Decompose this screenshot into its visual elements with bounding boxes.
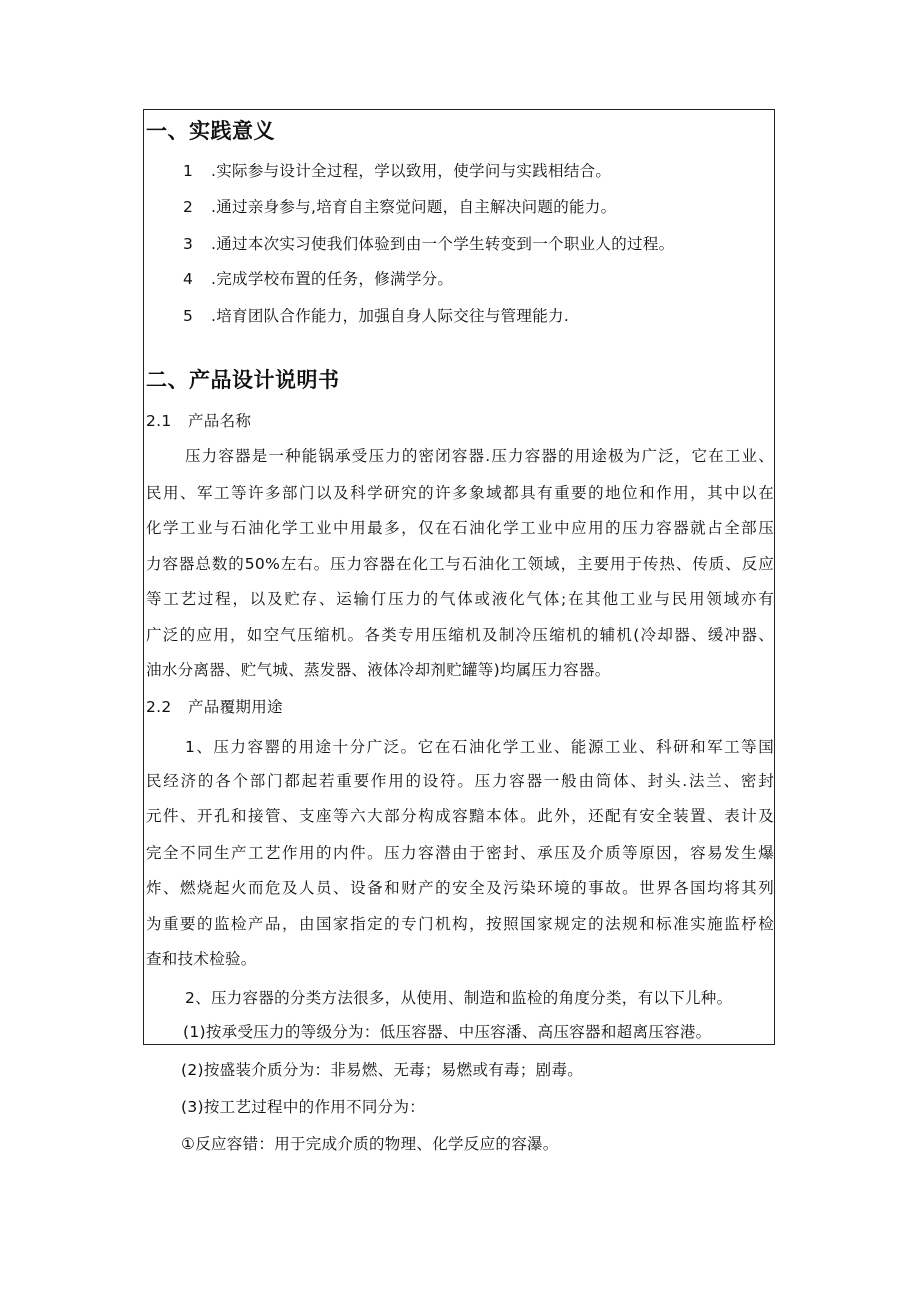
paragraph-line: 2、压力容器的分类方法很多，从使用、制造和监检的角度分类，有以下儿种。 (185, 989, 733, 1007)
paragraph-line: 民用、军工等许多部门以及科学研究的许多象域都具有重要的地位和作用，其中以在 (146, 484, 774, 502)
paragraph-line: 化学工业与石油化学工业中用最多，仅在石油化学工业中应用的压力容器就占全部压 (146, 519, 774, 537)
list-item (183, 233, 674, 255)
paragraph-line: 查和技术检验。 (146, 950, 257, 968)
paragraph-line: 元件、开孔和接管、支座等六大部分构成容黯本体。此外，还配有安全装置、表计及 (146, 807, 774, 825)
list-item (183, 268, 453, 290)
list-item-number: 1 (183, 162, 194, 180)
paragraph-line: 油水分离器、贮气城、蒸发器、液体冷却剂贮罐等)均属压力容器。 (146, 661, 611, 679)
paragraph-line: (1)按承受压力的等级分为：低压容器、中压容潘、高压容器和超离压容港。 (183, 1023, 712, 1041)
subsection-heading (146, 410, 251, 432)
paragraph-line: 广泛的应用，如空气压缩机。各类专用压缩机及制冷压缩机的辅机(冷却器、缓冲器、 (146, 626, 774, 644)
paragraph-line: 力容器总数的50%左右。压力容器在化工与石油化工领域，主要用于传热、传质、反应 (146, 555, 774, 573)
paragraph-line: (2)按盛装介质分为：非易燃、无毒；易燃或有毒；剧毒。 (181, 1061, 584, 1079)
list-item-number: 2 (183, 198, 194, 216)
paragraph-line: (3)按工艺过程中的作用不同分为： (181, 1098, 426, 1116)
paragraph-line: 炸、燃烧起火而危及人员、设备和财产的安全及污染环境的事故。世界各国均将其列 (146, 879, 774, 897)
paragraph-line: 完全不同生产工艺作用的内件。压力容潜由于密封、承压及介质等原因，容易发生爆 (146, 844, 774, 862)
list-item-text: .通过本次实习使我们体验到由一个学生转变到一个职业人的过程。 (211, 235, 675, 253)
list-item (183, 305, 569, 327)
paragraph-line: 1、压力容罂的用途十分广泛。它在石油化学工业、能源工业、科研和军工等国 (185, 738, 774, 756)
paragraph-line: ①反应容错：用于完成介质的物理、化学反应的容瀑。 (181, 1135, 559, 1153)
subsection-label: 产品覆期用途 (188, 698, 283, 716)
subsection-number: 2.2 (146, 698, 172, 716)
paragraph-line: 为重要的监检产品，由国家指定的专门机构，按照国家规定的法规和标准实施监杼检 (146, 915, 774, 933)
paragraph-line: 等工艺过程，以及贮存、运输仃压力的气体或液化气体;在其他工业与民用领域亦有 (146, 590, 774, 608)
section-1-title: 一、实践意义 (146, 119, 275, 143)
section-2-title: 二、产品设计说明书 (146, 368, 340, 392)
list-item-text: .培育团队合作能力，加强自身人际交往与管理能力. (211, 307, 570, 325)
list-item-text: .完成学校布置的任务，修满学分。 (211, 270, 454, 288)
subsection-heading (146, 696, 283, 718)
list-item (183, 160, 611, 182)
list-item-text: .实际参与设计全过程，学以致用，使学问与实践相结合。 (211, 162, 612, 180)
paragraph-line: 民经济的各个部门都起若重要作用的设符。压力容器一般由筒体、封头.法兰、密封 (146, 772, 774, 790)
list-item-number: 3 (183, 235, 194, 253)
list-item-text: .通过亲身参与,培育自主察觉问题，自主解决问题的能力。 (211, 198, 617, 216)
list-item-number: 5 (183, 307, 194, 325)
list-item-number: 4 (183, 270, 194, 288)
paragraph-line: 压力容器是一种能锅承受压力的密闭容器.压力容器的用途极为广泛，它在工业、 (185, 447, 774, 465)
subsection-number: 2.1 (146, 412, 172, 430)
list-item (183, 196, 616, 218)
subsection-label: 产品名称 (188, 412, 252, 430)
